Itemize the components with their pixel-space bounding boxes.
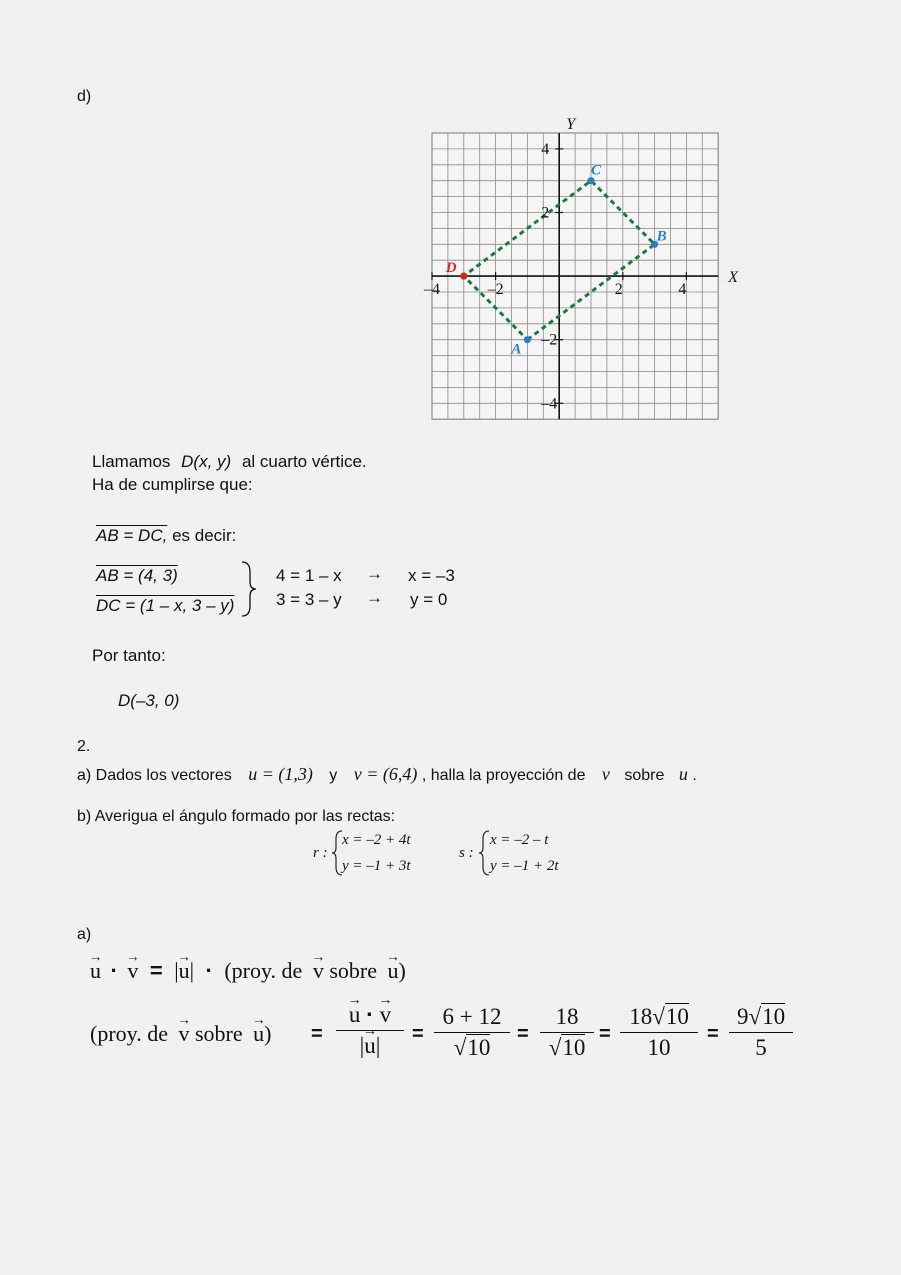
part-a-line (77, 764, 697, 785)
proj-sobre: sobre (329, 958, 377, 983)
x-axis-label: X (728, 269, 738, 287)
system-brace (238, 560, 260, 618)
y-axis-label: Y (566, 116, 576, 133)
eq1-lhs: 4 = 1 – x (276, 566, 342, 585)
proj-v-vector: → v (313, 958, 324, 984)
eq2-arrow: → (366, 588, 383, 607)
intro-line-1 (92, 452, 367, 472)
f4-den: 10 (647, 1035, 671, 1060)
point-a (524, 336, 531, 343)
point-label-c: C (591, 162, 602, 179)
part-b-text: b) Averigua el ángulo formado por las rectas: (77, 808, 396, 825)
point-label-d: D (445, 260, 457, 277)
f5-num-b: 10 (762, 1004, 786, 1029)
fraction-2: 6 + 12 √10 (434, 1004, 510, 1061)
problem-number: 2. (77, 738, 91, 755)
x-tick-label: 2 (614, 281, 623, 299)
y-tick-label: 4 (541, 140, 550, 158)
proj2-u-vector: → u (253, 1021, 264, 1047)
equals-2: = (412, 1023, 424, 1045)
point-d (460, 273, 467, 280)
formula-line-1 (90, 958, 406, 984)
intro-1-var: D(x, y) (181, 452, 232, 471)
proj-expression (90, 1021, 271, 1047)
part-d-label: d) (77, 88, 92, 105)
proj2-close: ) (264, 1021, 272, 1046)
s-name: s : (459, 845, 474, 861)
condition-line (96, 526, 236, 546)
equals-1: = (311, 1023, 323, 1045)
f5-den: 5 (755, 1035, 767, 1060)
condition-text: es decir: (172, 526, 237, 545)
f1-num-dot: · (366, 1001, 374, 1027)
equals-4: = (599, 1023, 611, 1045)
v-definition: v = (6,4) (353, 764, 418, 784)
dot-operator: · (110, 958, 118, 983)
s-brace (477, 829, 491, 877)
v-symbol: v (601, 764, 610, 784)
vec-dc: DC = (1 – x, 3 – y) (96, 596, 235, 615)
eq1-rhs: x = –3 (408, 566, 455, 585)
f5-num-a: 9 (736, 1004, 749, 1029)
x-tick-label: –4 (424, 281, 440, 299)
u-definition: u = (1,3) (248, 764, 313, 784)
s-eq1: x = –2 – t (490, 832, 549, 848)
f2-den: 10 (467, 1035, 491, 1060)
intro-1-post: al cuarto vértice. (241, 452, 367, 471)
f3-den: 10 (562, 1035, 586, 1060)
vec-ab: AB = (4, 3) (96, 566, 178, 585)
r-eq2: y = –1 + 3t (342, 858, 411, 874)
part-a-pre: a) Dados los vectores (77, 767, 232, 784)
v-vector: → v (127, 958, 138, 984)
f1-num-v: → v (380, 1002, 392, 1028)
f1-num-u: → u (349, 1002, 361, 1028)
f4-num-b: 10 (665, 1004, 689, 1029)
abs-u-vector: → |u| (174, 958, 194, 984)
proj-close: ) (398, 958, 406, 983)
s-eq2: y = –1 + 2t (490, 858, 559, 874)
intro-1-pre: Llamamos (92, 452, 171, 471)
eq2-lhs: 3 = 3 – y (276, 590, 342, 609)
fraction-1 (336, 1001, 404, 1059)
and-word: y (329, 767, 338, 784)
proj2-v-vector: → v (179, 1021, 190, 1047)
solution-a-label: a) (77, 926, 92, 943)
proj-pre: (proy. de (224, 958, 303, 983)
part-a-mid: , halla la proyección de (421, 767, 586, 784)
equals-5: = (707, 1023, 719, 1045)
intro-line-2: Ha de cumplirse que: (92, 475, 253, 494)
equals-sign: = (149, 958, 163, 983)
eq1-arrow: → (366, 564, 383, 583)
r-name: r : (313, 845, 328, 861)
result-point (118, 691, 179, 711)
x-tick-label: –2 (487, 281, 504, 299)
therefore-text: Por tanto: (92, 646, 166, 665)
f4-num-a: 18 (629, 1004, 653, 1029)
r-eq1: x = –2 + 4t (342, 832, 411, 848)
y-tick-label: –2 (541, 331, 558, 349)
dot-operator-2: · (205, 958, 213, 983)
x-tick-label: 4 (678, 281, 687, 299)
y-tick-label: 2 (541, 204, 550, 222)
f3-num: 18 (555, 1004, 579, 1029)
y-tick-label: –4 (541, 395, 558, 413)
proj2-sobre: sobre (195, 1021, 243, 1046)
condition-vec: AB = DC, (96, 526, 168, 545)
fraction-5: 9√10 5 (729, 1004, 793, 1061)
u-symbol: u (678, 764, 688, 784)
sobre-word: sobre (624, 767, 665, 784)
eq2-rhs: y = 0 (410, 590, 448, 609)
u-vector: → u (90, 958, 101, 984)
f1-den: → |u| (360, 1033, 381, 1059)
proj-u-vector: → u (387, 958, 398, 984)
result-text: D(–3, 0) (118, 691, 180, 710)
fraction-4: 18√10 10 (620, 1004, 698, 1061)
fraction-3: 18 √10 (540, 1004, 594, 1061)
f2-num: 6 + 12 (442, 1004, 502, 1029)
equals-3: = (517, 1023, 529, 1045)
period: . (692, 767, 697, 784)
point-label-b: B (656, 228, 667, 245)
point-label-a: A (511, 341, 522, 358)
proj2-pre: (proy. de (90, 1021, 168, 1046)
